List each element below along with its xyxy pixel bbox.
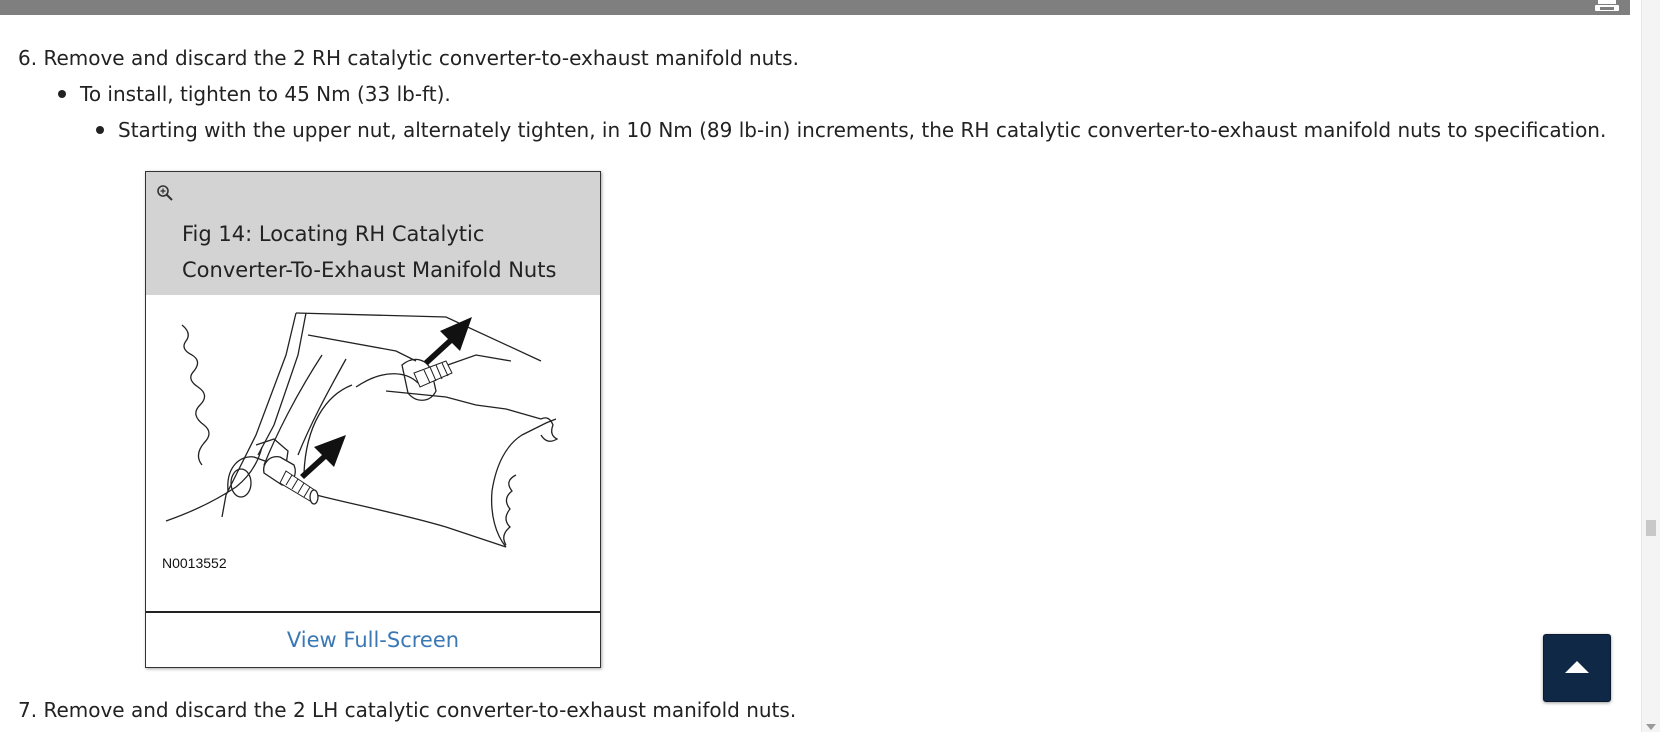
- bullet-text: Starting with the upper nut, alternately tighten, in 10 Nm (89 lb-in) increments, the RH catalytic converter-to-exhaust manifold nuts to specification.: [118, 118, 1607, 142]
- figure-footer: [146, 611, 600, 667]
- vertical-scrollbar[interactable]: [1641, 0, 1660, 732]
- figure-header: [146, 172, 600, 295]
- figure-14: [145, 171, 601, 668]
- bullet-text: To install, tighten to 45 Nm (33 lb-ft).: [80, 82, 451, 106]
- step-6-bullet-sequence: [96, 118, 1606, 142]
- arrow-up-icon: [1565, 661, 1589, 673]
- view-full-screen-link[interactable]: View Full-Screen: [286, 628, 460, 652]
- zoom-in-icon[interactable]: [156, 184, 174, 202]
- figure-title: Fig 14: Locating RH Catalytic Converter-To-Exhaust Manifold Nuts: [182, 222, 557, 282]
- bullet-icon: [96, 126, 104, 134]
- back-to-top-button[interactable]: [1543, 634, 1611, 702]
- step-7-text: 7. Remove and discard the 2 LH catalytic converter-to-exhaust manifold nuts.: [18, 698, 797, 722]
- step-6-text: 6. Remove and discard the 2 RH catalytic converter-to-exhaust manifold nuts.: [18, 46, 799, 70]
- scrollbar-thumb[interactable]: [1646, 520, 1656, 536]
- figure-illustration[interactable]: [146, 295, 600, 611]
- scroll-down-arrow-icon[interactable]: [1646, 724, 1656, 730]
- step-6-bullet-torque: [58, 82, 451, 106]
- print-icon[interactable]: [1594, 0, 1620, 12]
- bullet-icon: [58, 90, 66, 98]
- top-toolbar: [0, 0, 1630, 15]
- figure-image-code: N0013552: [162, 555, 227, 571]
